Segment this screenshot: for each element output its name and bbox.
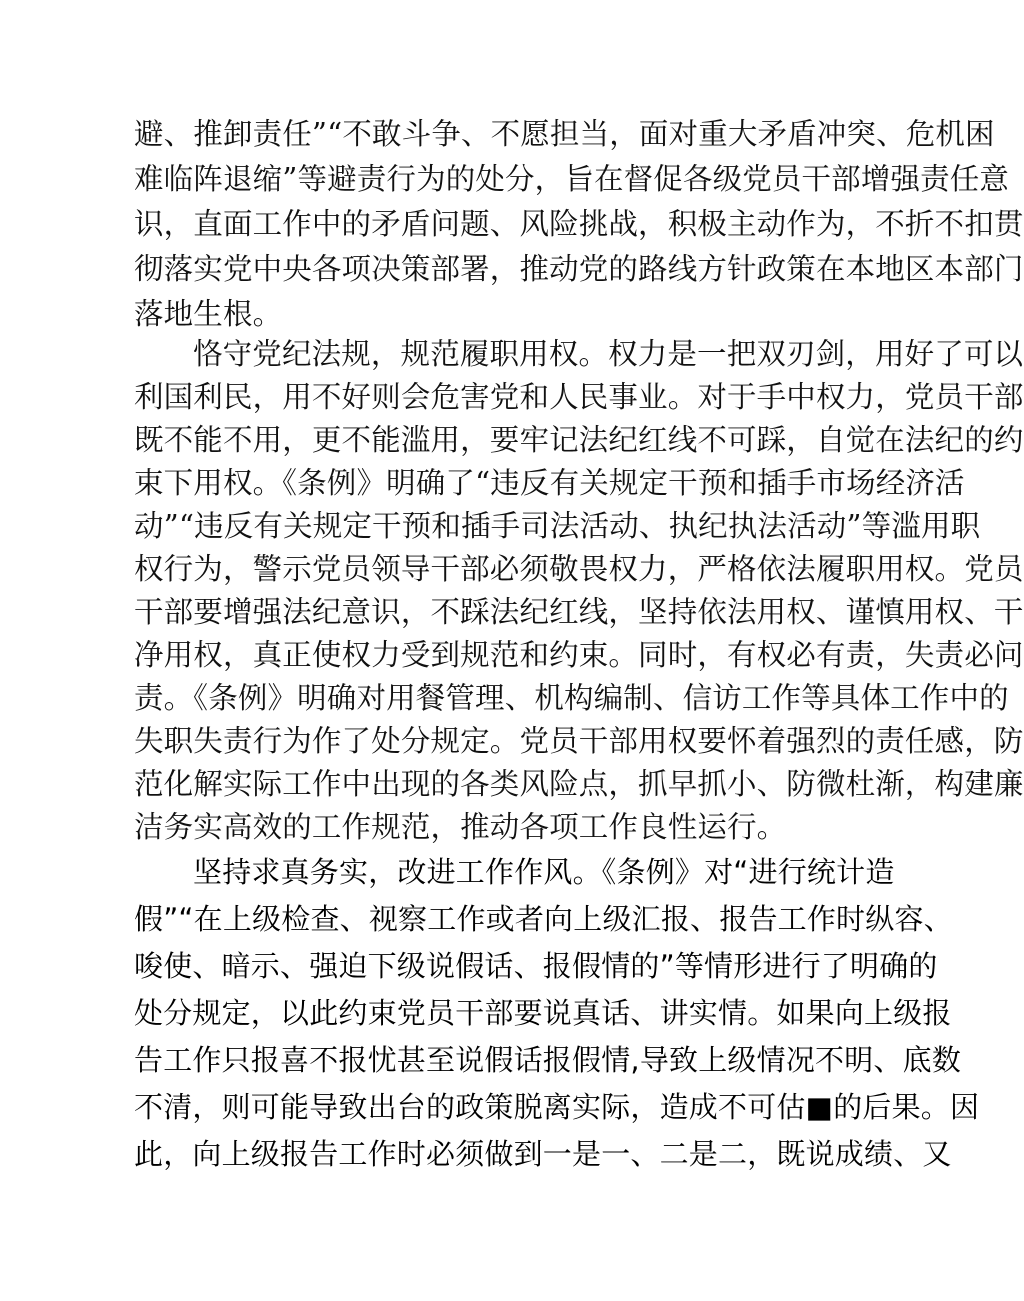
text-line: 唆使、暗示、强迫下级说假话、报假情的”等情形进行了明确的 [134, 949, 938, 983]
text-line: 假”“在上级检查、视察工作或者向上级汇报、报告工作时纵容、 [134, 902, 953, 936]
text-line: 告工作只报喜不报忧甚至说假话报假情,导致上级情况不明、底数 [134, 1043, 962, 1077]
text-line: 动”“违反有关规定干预和插手司法活动、执纪执法活动”等滥用职 [134, 509, 981, 543]
text-line: 洁务实高效的工作规范，推动各项工作良性运行。 [134, 810, 787, 844]
text-line: 权行为，警示党员领导干部必须敬畏权力，严格依法履职用权。党员 [134, 552, 1024, 586]
text-line: 恪守党纪法规，规范履职用权。权力是一把双刃剑，用好了可以 [193, 337, 1024, 371]
text-line: 落地生根。 [134, 297, 283, 331]
text-line: 干部要增强法纪意识，不踩法纪红线，坚持依法用权、谨慎用权、干 [134, 595, 1024, 629]
text-line: 失职失责行为作了处分规定。党员干部用权要怀着强烈的责任感，防 [134, 724, 1024, 758]
text-line: 难临阵退缩”等避责行为的处分，旨在督促各级党员干部增强责任意 [134, 162, 1010, 196]
text-line: 责。《条例》明确对用餐管理、机构编制、信访工作等具体工作中的 [134, 681, 1009, 715]
text-line: 不清，则可能导致出台的政策脱离实际，造成不可估■的后果。因 [134, 1090, 980, 1124]
text-line: 处分规定，以此约束党员干部要说真话、讲实情。如果向上级报 [134, 996, 952, 1030]
text-line: 束下用权。《条例》明确了“违反有关规定干预和插手市场经济活 [134, 466, 965, 500]
text-line: 避、推卸责任”“不敢斗争、不愿担当，面对重大矛盾冲突、危机困 [134, 117, 995, 151]
text-line: 彻落实党中央各项决策部署，推动党的路线方针政策在本地区本部门 [134, 252, 1024, 286]
text-line: 识，直面工作中的矛盾问题、风险挑战，积极主动作为，不折不扣贯 [134, 207, 1024, 241]
text-line: 利国利民，用不好则会危害党和人民事业。对于手中权力，党员干部 [134, 380, 1024, 414]
text-line: 既不能不用，更不能滥用，要牢记法纪红线不可踩，自觉在法纪的约 [134, 423, 1024, 457]
text-line: 净用权，真正使权力受到规范和约束。同时，有权必有责，失责必问 [134, 638, 1024, 672]
text-line: 此，向上级报告工作时必须做到一是一、二是二，既说成绩、又 [134, 1137, 952, 1171]
text-line: 坚持求真务实，改进工作作风。《条例》对“进行统计造 [193, 855, 895, 889]
text-line: 范化解实际工作中出现的各类风险点，抓早抓小、防微杜渐，构建廉 [134, 767, 1024, 801]
